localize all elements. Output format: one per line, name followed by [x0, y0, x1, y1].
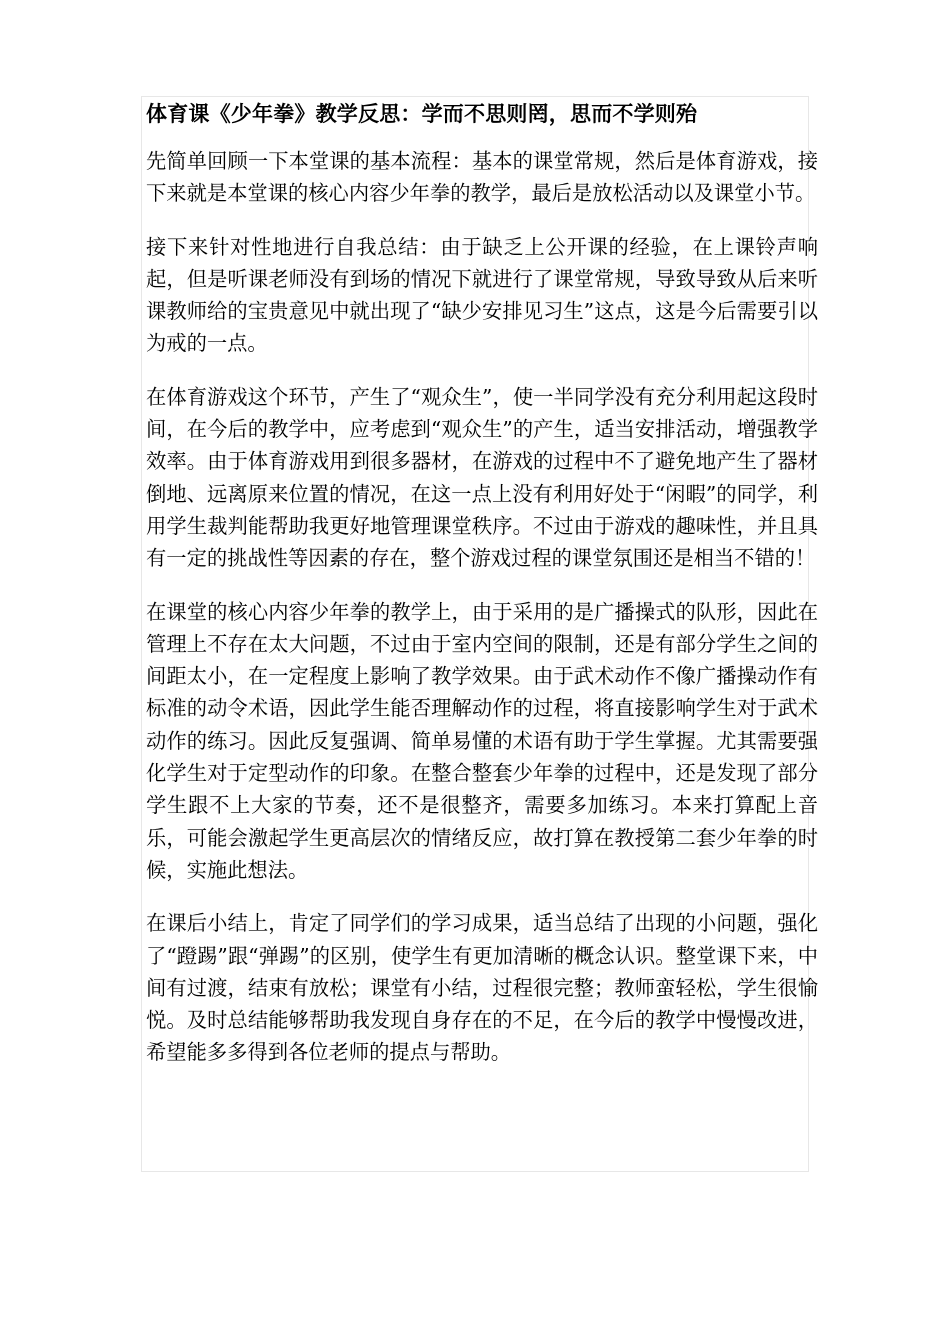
paragraph-core-content: 在课堂的核心内容少年拳的教学上，由于采用的是广播操式的队形，因此在管理上不存在太大问题，不过由于室内空间的限制，还是有部分学生之间的间距太小，在一定程度上影响了教学效果。由于武术动作不像广播操动作有标准的动令术语，因此学生能否理解动作的过程，将直接影响学生对于武术动作的练习。因此反复强调、简单易懂的术语有助于学生掌握。尤其需要强化学生对于定型动作的印象。在整合整套少年拳的过程中，还是发现了部分学生跟不上大家的节奏，还不是很整齐，需要多加练习。本来打算配上音乐，可能会激起学生更高层次的情绪反应，故打算在教授第二套少年拳的时候，实施此想法。 [146, 599, 818, 882]
document-body [146, 98, 818, 1090]
paragraph-conclusion: 在课后小结上，肯定了同学们的学习成果，适当总结了出现的小问题，强化了“蹬踢”跟“弹踢”的区别，使学生有更加清晰的概念认识。整堂课下来，中间有过渡，结束有放松；课堂有小结，过程很完整；教师蛮轻松，学生很愉悦。及时总结能够帮助我发现自身存在的不足，在今后的教学中慢慢改进，希望能多多得到各位老师的提点与帮助。 [146, 911, 818, 1065]
paragraph-intro: 先简单回顾一下本堂课的基本流程：基本的课堂常规，然后是体育游戏，接下来就是本堂课的核心内容少年拳的教学，最后是放松活动以及课堂小节。 [146, 149, 818, 206]
document-title: 体育课《少年拳》教学反思：学而不思则罔，思而不学则殆 [146, 101, 698, 126]
paragraph-games: 在体育游戏这个环节，产生了“观众生”，使一半同学没有充分利用起这段时间，在今后的教学中，应考虑到“观众生”的产生，适当安排活动，增强教学效率。由于体育游戏用到很多器材，在游戏的过程中不了避免地产生了器材倒地、远离原来位置的情况，在这一点上没有利用好处于“闲暇”的同学，利用学生裁判能帮助我更好地管理课堂秩序。不过由于游戏的趣味性，并且具有一定的挑战性等因素的存在，整个游戏过程的课堂氛围还是相当不错的！ [146, 384, 818, 571]
paragraph-self-summary: 接下来针对性地进行自我总结：由于缺乏上公开课的经验，在上课铃声响起，但是听课老师没有到场的情况下就进行了课堂常规，导致导致从后来听课教师给的宝贵意见中就出现了“缺少安排见习生”这点，这是今后需要引以为戒的一点。 [146, 234, 818, 356]
